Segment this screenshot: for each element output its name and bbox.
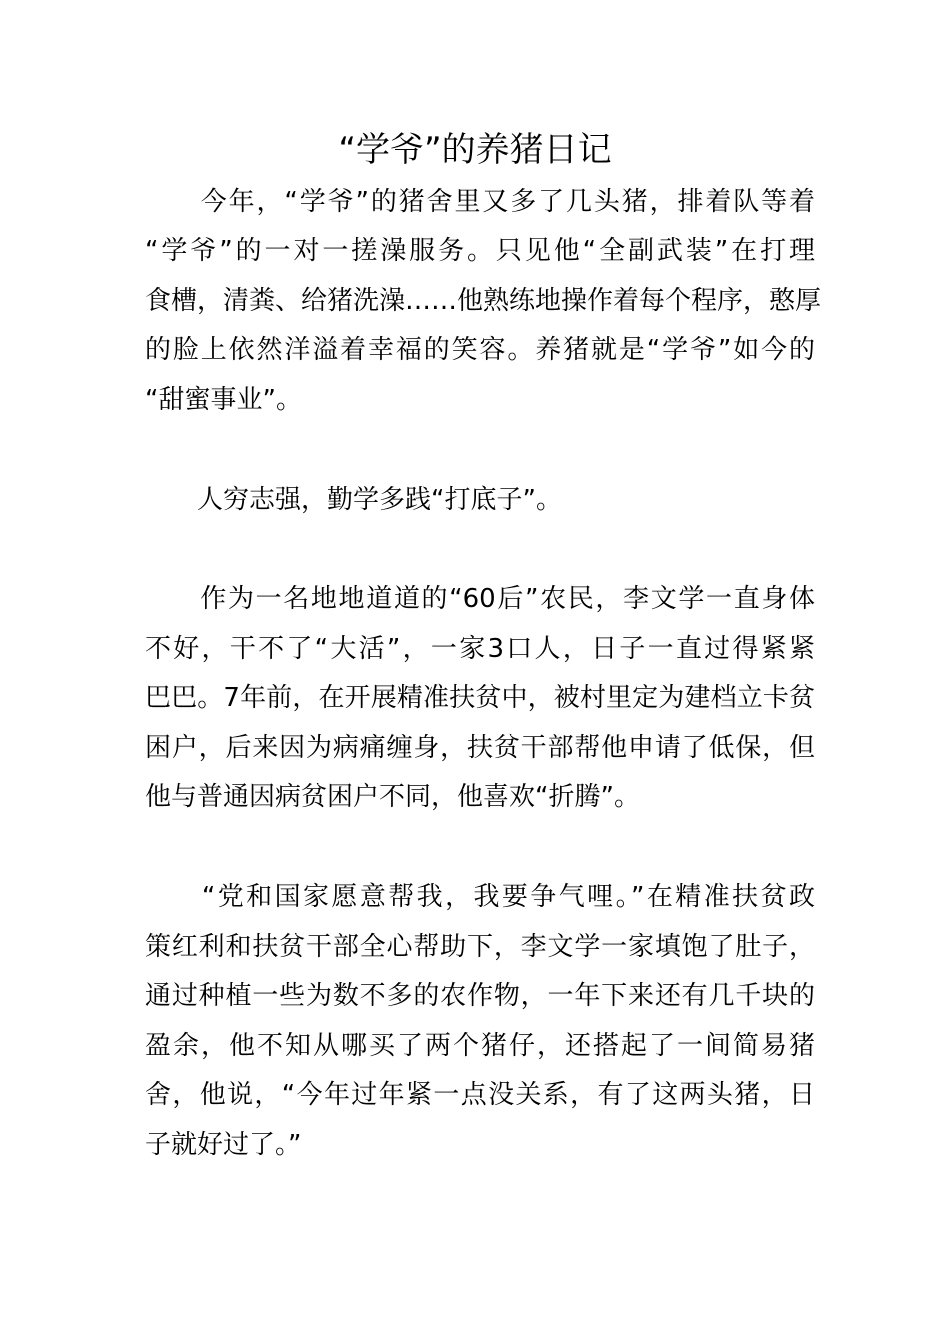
paragraph-2-line-1: 人穷志强，勤学多践“打底子”。 (145, 485, 562, 515)
paragraph-4-line-3: 通过种植一些为数不多的农作物，一年下来还有几千块的 (145, 981, 815, 1011)
paragraph-4-line-5: 舍，他说，“今年过年紧一点没关系，有了这两头猪，日 (145, 1080, 815, 1110)
paragraph-1-line-3: 食槽，清粪、给猪洗澡……他熟练地操作着每个程序，憨厚 (145, 286, 822, 316)
paragraph-1-line-1: 今年，“学爷”的猪舍里又多了几头猪，排着队等着 (145, 187, 815, 217)
paragraph-3-line-3: 巴巴。7年前，在开展精准扶贫中，被村里定为建档立卡贫 (145, 683, 815, 713)
paragraph-4-line-6: 子就好过了。” (145, 1130, 302, 1160)
paragraph-3-line-2: 不好，干不了“大活”，一家3口人，日子一直过得紧紧 (145, 634, 815, 664)
paragraph-4-line-1: “党和国家愿意帮我，我要争气哩。”在精准扶贫政 (145, 882, 815, 912)
paragraph-4-line-2: 策红利和扶贫干部全心帮助下，李文学一家填饱了肚子， (145, 932, 815, 962)
paragraph-3-line-5: 他与普通因病贫困户不同，他喜欢“折腾”。 (145, 782, 640, 812)
paragraph-3-line-1: 作为一名地地道道的“60后”农民，李文学一直身体 (145, 584, 815, 614)
paragraph-1-line-2: “学爷”的一对一搓澡服务。只见他“全副武装”在打理 (145, 236, 815, 266)
paragraph-1-line-5: “甜蜜事业”。 (145, 385, 302, 415)
paragraph-4-line-4: 盈余，他不知从哪买了两个猪仔，还搭起了一间简易猪 (145, 1031, 815, 1061)
document-title: “学爷”的养猪日记 (338, 130, 612, 170)
paragraph-1-line-4: 的脸上依然洋溢着幸福的笑容。养猪就是“学爷”如今的 (145, 335, 815, 365)
paragraph-3-line-4: 困户，后来因为病痛缠身，扶贫干部帮他申请了低保，但 (145, 733, 815, 763)
